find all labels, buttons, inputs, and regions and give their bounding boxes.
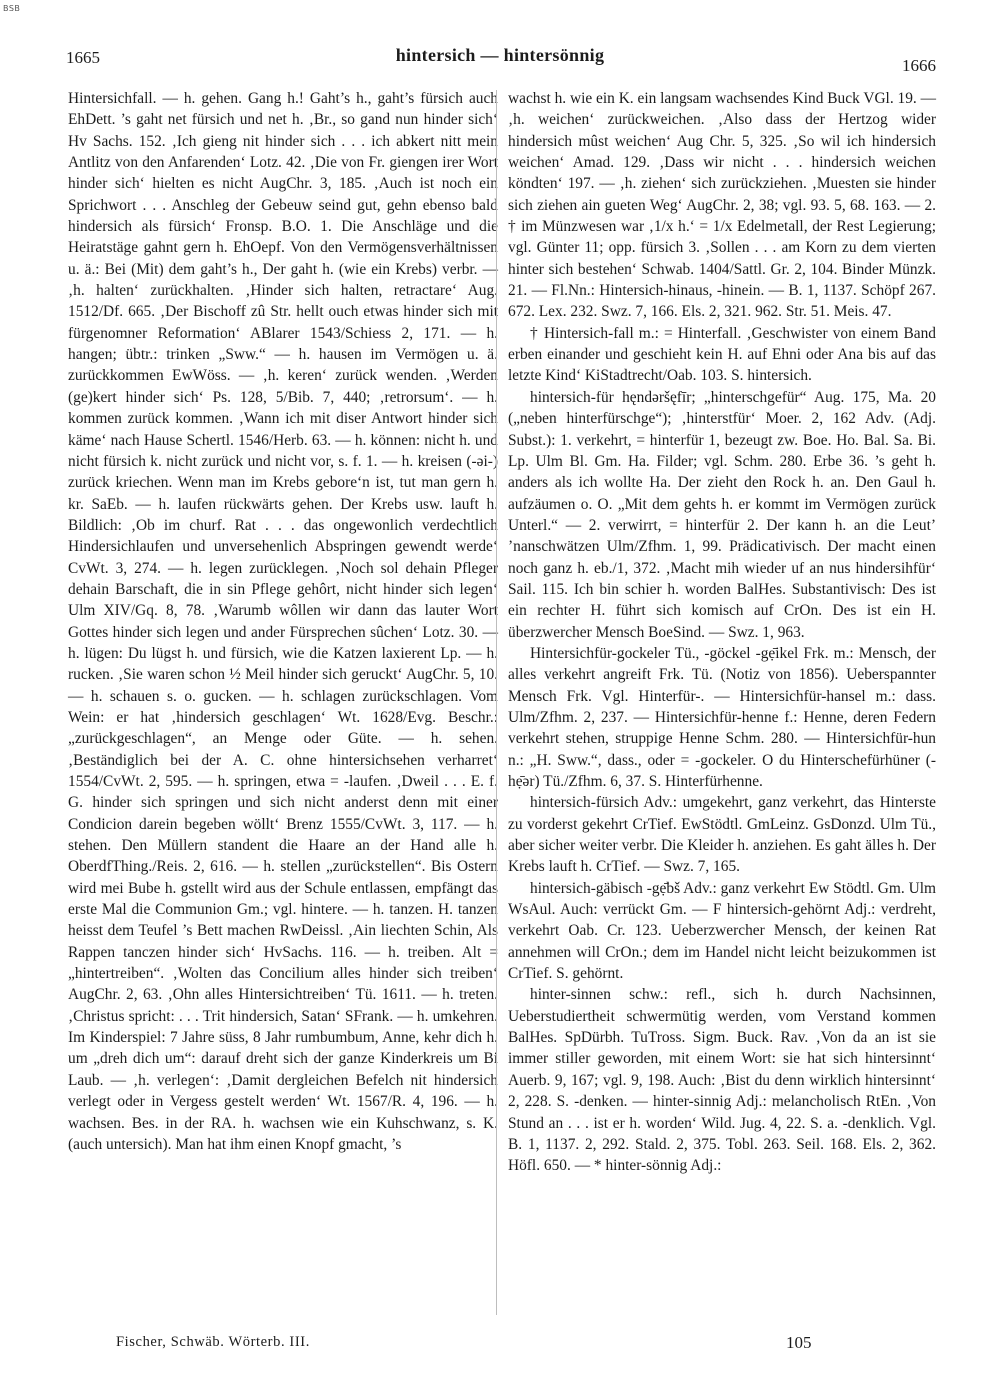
footer-signature: 105 bbox=[786, 1333, 812, 1352]
right-column bbox=[508, 88, 936, 1177]
entry-paragraph: Hintersichfall. — h. gehen. Gang h.! Gaht’s h., gaht’s fürsich auch EhDett. ’s gaht net fürsich und net h. ‚Br., so gand nun hinder sich‘ Hv Sachs. 152. ‚Ich gieng nit hinder sich . . . ich abkert nitt mein Antlitz von den Anfarenden‘ Lotz. 42. ‚Die von Fr. giengen irer Wort hinder sich‘ hielten es nicht AugChr. 3, 185. ‚Auch ist noch ein Sprichwort . . . Anschleg der Gebeuw seind gut, gehn ebenso bald hindersich als fürsich‘ Fronsp. B.O. 1. Die Anschläge und die Heiratstäge gahnt gern h. EhOepf. Von den Vermögensverhältnissen u. ä.: Bei (Mit) dem gaht’s h., Der gaht h. (wie ein Krebs) verbr. — ‚h. halten‘ zurückhalten. ‚Hinder sich halten, retractare‘ Aug. 1512/Df. 665. ‚Der Bischoff zû Str. hellt ouch etwas hinder sich mit fürgenomner Reformation‘ ABlarer 1543/Schiess 2, 171. — h. hangen; übtr.: trinken „Sww.“ — h. hausen im Vermögen u. ä. zurückkommen EwWöss. — ‚h. keren‘ zurück wenden. ‚Werden (ge)kert hinder sich‘ Ps. 128, 5/Bib. 7, 440; ‚retrorsum‘. — h. kommen zurück kommen. ‚Wann ich mit diser Antwort hinder sich käme‘ nach Hause Schertl. 1546/Herb. 63. — h. können: nicht h. und nicht fürsich k. nicht zurück und nicht vor, s. f. 1. — h. kreisen (-əi-) zurück kriechen. Wenn man im Krebs gebore‘n ist, tut man gern h. kr. SaEb. — h. laufen rückwärts gehen. Der Krebs usw. lauft h. Bildlich: ‚Ob im churf. Rat . . . das ongewonlich verdechtlich Hindersichlaufen und unversehenlich Abspringen gewendt werde‘ CvWt. 3, 274. — h. legen zurücklegen. ‚Noch sol dehain Pfleger dehain Barschaft, die in sin Pflege gehôrt, nicht hinder sich legen‘ Ulm XIV/Gq. 8, 78. ‚Warumb wôllen wir dann das lauter Wort Gottes hinder sich legen und ander Fürsprechen sûchen‘ Lotz. 30. — h. lügen: Du lügst h. und fürsich, wie die Katzen laxierent Lp. — h. rucken. ‚Sie waren schon ½ Meil hinder sich geruckt‘ AugChr. 5, 10. — h. schauen s. o. gucken. — h. schlagen zurückschlagen. Vom Wein: er hat ‚hindersich geschlagen‘ Wt. 1628/Evg. Beschr.: „zurückgeschlagen“, an Menge oder Güte. — h. sehen. ‚Beständiglich bei der A. C. ohne hintersichsehen verharret‘ 1554/CvWt. 2, 595. — h. springen, etwa = -laufen. ‚Dweil . . . E. f. G. hinder sich springen und sich nicht anderst denn mit einer Condicion darein begeben wöllt‘ Brenz 1555/CvWt. 3, 117. — h. stehen. Den Müllern standent die Haare an der Hand alle h. OberdfThing./Reis. 2, 616. — h. stellen „zurückstellen“. Bis Ostern wird mei Bube h. gstellt wird aus der Schule entlassen, empfängt das erste Mal die Communion Gm.; vgl. hintere. — h. tanzen. H. tanzen heisst dem Teufel ’s Bett machen RwDeissl. ‚Ain liechten Schin, Als Rappen tanczen hinder sich‘ HvSachs. 116. — h. treiben. Alt = „hintertreiben“. ‚Wolten das Concilium alles hinder sich treiben‘ AugChr. 2, 63. ‚Ohn alles Hintersichtreiben‘ Tü. 1611. — h. treten. ‚Christus spricht: . . . Trit hindersich, Satan‘ SFrank. — h. umkehren. Im Kinderspiel: 7 Jahre süss, 8 Jahr rumbumbum, Anne, kehr dich h. um „dreh dich um“: darauf dreht sich der ganze Kinderkreis um Bi Laub. — ‚h. verlegen‘: ‚Damit dergleichen Befelch nit hindersich verlegt oder in Vergess gestelt werden‘ Wt. 1567/R. 4, 196. — h. wachsen. Bes. in der RA. h. wachsen wie ein Kuhschwanz, s. K. (auch untersich). Man hat ihm einen Knopf gmacht, ’s bbox=[68, 90, 498, 1153]
left-column bbox=[68, 88, 498, 1155]
running-head: hintersich — hintersönnig bbox=[395, 45, 605, 65]
entry-paragraph: wachst h. wie ein K. ein langsam wachsendes Kind Buck VGl. 19. — ‚h. weichen‘ zurückweichen. ‚Also dass der Hertzog wider hindersich mûst weichen‘ Aug Chr. 5, 325. ‚So wil ich hindersich weichen‘ Amad. 129. ‚Dass wir nicht . . . hindersich weichen köndten‘ 197. — ‚h. ziehen‘ sich zurückziehen. ‚Muesten sie hinder sich ziehen ain gueten Weg‘ AugChr. 2, 38; vgl. 93. 5, 68. 163. — 2. † im Münzwesen war ‚1/x h.‘ = 1/x Edelmetall, der Rest Legierung; vgl. Günter 11; opp. fürsich 3. ‚Sollen . . . am Korn zu dem vierten hinter sich bestehen‘ Schwab. 1404/Sattl. Gr. 2, 104. Binder Münzk. 21. — Fl.Nn.: Hintersich-hinaus, -hinein. — B. 1, 1137. Schöpf 267. 672. Lex. 232. Swz. 7, 166. Els. 2, 321. 962. Str. 51. Meis. 47. bbox=[508, 90, 937, 321]
page-number-right: 1666 bbox=[902, 56, 936, 75]
entry-hintersich-gaebisch: hintersich-gäbisch -gẹ̄bš Adv.: ganz verkehrt Ew Stödtl. Gm. Ulm WsAul. Auch: verrückt Gm. — F hintersich-gehörnt Adj.: verdreht, verkehrt Oab. Cr. 123. Ueberzwercher Mensch, der keinen Rat annehmen will CrOn.; dem im Handel nicht leicht beizukommen ist CrTief. S. gehörnt. bbox=[508, 879, 936, 983]
entry-hintersich-fuersich: hintersich-fürsich Adv.: umgekehrt, ganz verkehrt, das Hinterste zu vorderst gekehrt CrTief. EwStödtl. GmLeinz. GsDonzd. Ulm Tü., aber sicher weiter verbr. Die Kleider h. anziehen. Es gaht älles h. Der Krebs lauft h. CrTief. — Swz. 7, 165. bbox=[508, 794, 936, 876]
entry-hinter-sinnen: hinter-sinnen schw.: refl., sich h. durch Nachsinnen, Ueberstudiertheit schwermütig werden, vom Verstand kommen BalHes. SpDürbh. TuTross. Sigm. Buck. Rav. ‚Von da an ist sie immer stiller geworden, mit einem Wort: sie hat sich hintersinnt‘ Auerb. 9, 167; vgl. 9, 198. Auch: ‚Bist du denn wirklich hintersinnt‘ 2, 228. S. -denken. — hinter-sinnig Adj.: melancholisch RtEn. ‚Von Stund an . . . ist er h. worden‘ Wild. Jug. 4, 22. S. a. -denklich. Vgl. B. 1, 1137. 2, 292. Stald. 2, 375. Tobl. 263. Seil. 168. Els. 2, 362. Höfl. 650. — * hinter-sönnig Adj.: bbox=[508, 986, 936, 1175]
page-number-left: 1665 bbox=[66, 48, 100, 67]
footer-source: Fischer, Schwäb. Wörterb. III. bbox=[116, 1334, 310, 1350]
entry-hintersich-fuer: hintersich-für hęndəršęfīr; „hinterschgefür“ Aug. 175, Ma. 20 („neben hinterfürschge“); ‚hinterstfür‘ Moer. 2, 162 Adv. (Adj. Subst.): 1. verkehrt, = hinterfür 1, bezeugt zw. Boe. Ho. Bal. Sa. Bi. Lp. Ulm Bl. Gm. Ha. Filder; vgl. Schm. 280. Erbe 36. ’s geht h. anders als ich wollte Ha. Der zieht den Rock h. an. Den Gaul h. aufzäumen o. O. „Mit dem gehts h. er kommt im Vermögen zurück Unterl.“ — 2. verwirrt, = hinterfür 2. Der kann h. an die Leut’ ’nanschwätzen Ulm/Zfhm. 1, 99. Prädicativisch. Der macht einen noch ganz h. eb./1, 372. ‚Macht mih wieder uf an nus hindersihfür‘ Sail. 115. Ich bin schier h. worden BalHes. Substantivisch: Des ist ein rechter H. führt sich komisch auf CrOn. Des ist ein H. überzwercher Mensch BoeSind. — Swz. 1, 963. bbox=[508, 388, 936, 641]
column-divider bbox=[496, 90, 497, 1315]
entry-hintersichfuer-gockeler: Hintersichfür-gockeler Tü., -göckel -gẹ̄ikel Frk. m.: Mensch, der alles verkehrt angreift Frk. Tü. (Notiz von 1856). Ueberspannter Mensch Frk. Vgl. Hinterfür-. — Hintersichfür-hansel m.: dass. Ulm/Zfhm. 2, 237. — Hintersichfür-henne f.: Henne, deren Federn verkehrt stehen, struppige Henne Schm. 280. — Hintersichfür-hun n.: „H. Sww.“, dass., oder = -gockeler. O du Hinterschefürhüner (-hẹ̄ər) Tü./Zfhm. 6, 37. S. Hinterfürhenne. bbox=[508, 644, 936, 790]
library-stamp: BSB bbox=[3, 4, 21, 13]
entry-hintersich-fall: † Hintersich-fall m.: = Hinterfall. ‚Geschwister von einem Band erben einander und geschieht kein H. auf Ehni oder Ana bis auf das letzte Kind‘ KiStadtrecht/Oab. 103. S. hintersich. bbox=[508, 324, 936, 385]
